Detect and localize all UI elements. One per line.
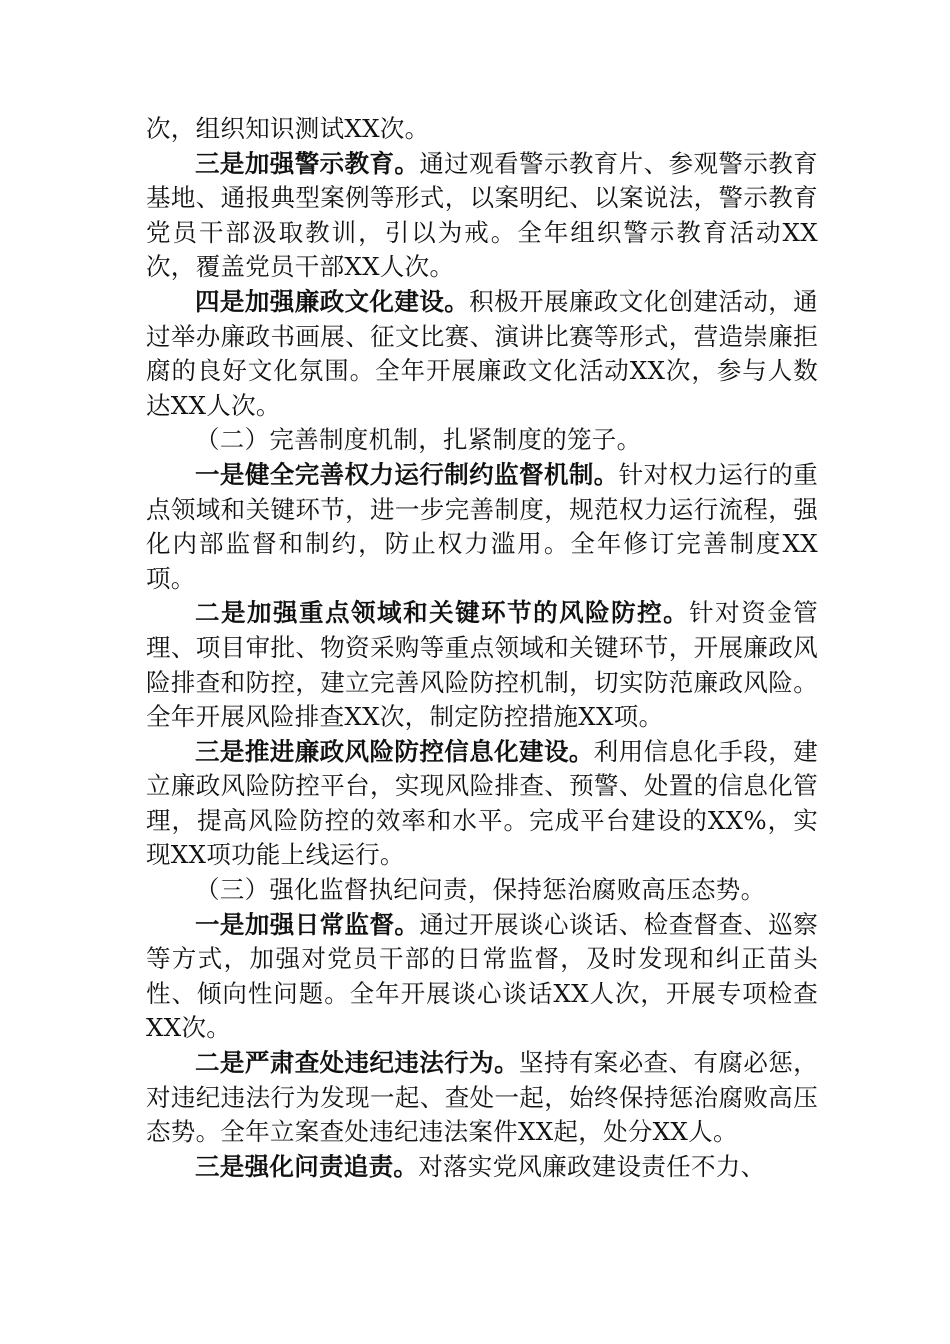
paragraph-lead: 一是加强日常监督。	[195, 909, 420, 939]
section-heading-3	[146, 873, 818, 908]
paragraph-investigation	[146, 1046, 818, 1150]
paragraph-lead: 三是加强警示教育。	[195, 148, 420, 178]
paragraph-lead: 三是推进廉政风险防控信息化建设。	[195, 736, 594, 766]
paragraph-warning-education	[146, 147, 818, 285]
paragraph-text: 次，组织知识测试XX次。	[146, 114, 430, 143]
paragraph-lead: 三是强化问责追责。	[195, 1151, 419, 1181]
section-heading-text: （三）强化监督执纪问责，保持惩治腐败高压态势。	[195, 875, 766, 905]
paragraph-lead: 二是严肃查处违纪违法行为。	[195, 1048, 520, 1078]
paragraph-informatization	[146, 735, 818, 873]
paragraph-accountability	[146, 1150, 818, 1185]
paragraph-lead: 四是加强廉政文化建设。	[195, 286, 470, 316]
paragraph-power-supervision	[146, 458, 818, 596]
paragraph-lead: 一是健全完善权力运行制约监督机制。	[195, 459, 619, 489]
paragraph-text: 积极开展廉政文化创建活动，通过举办廉政书画展、征文比赛、演讲比赛等形式，营造崇廉拒腐的良好文化氛围。全年开展廉政文化活动XX次，参与人数达XX人次。	[146, 286, 818, 420]
paragraph-text: 对落实党风廉政建设责任不力、	[418, 1151, 766, 1181]
section-heading-2	[146, 423, 818, 458]
paragraph-lead: 二是加强重点领域和关键环节的风险防控。	[195, 598, 690, 628]
paragraph-continuation	[146, 112, 818, 147]
paragraph-text: 针对权力运行的重点领域和关键环节，进一步完善制度，规范权力运行流程，强化内部监督和制约，防止权力滥用。全年修订完善制度XX项。	[146, 459, 818, 593]
paragraph-text: 坚持有案必查、有腐必惩，对违纪违法行为发现一起、查处一起，始终保持惩治腐败高压态势。全年立案查处违纪违法案件XX起，处分XX人。	[146, 1048, 818, 1147]
paragraph-text: 通过开展谈心谈话、检查督查、巡察等方式，加强对党员干部的日常监督，及时发现和纠正苗头性、倾向性问题。全年开展谈心谈话XX人次，开展专项检查XX次。	[146, 909, 818, 1043]
paragraph-risk-control	[146, 596, 818, 734]
paragraph-text: 针对资金管理、项目审批、物资采购等重点领域和关键环节，开展廉政风险排查和防控，建立完善风险防控机制，切实防范廉政风险。全年开展风险排查XX次，制定防控措施XX项。	[146, 598, 819, 732]
document-body	[146, 112, 818, 1184]
paragraph-text: 通过观看警示教育片、参观警示教育基地、通报典型案例等形式，以案明纪、以案说法，警示教育党员干部汲取教训，引以为戒。全年组织警示教育活动XX次，覆盖党员干部XX人次。	[146, 148, 818, 282]
section-heading-text: （二）完善制度机制，扎紧制度的笼子。	[195, 425, 642, 455]
paragraph-daily-supervision	[146, 908, 818, 1046]
paragraph-integrity-culture	[146, 285, 818, 423]
paragraph-text: 利用信息化手段，建立廉政风险防控平台，实现风险排查、预警、处置的信息化管理，提高风险防控的效率和水平。完成平台建设的XX%，实现XX项功能上线运行。	[146, 736, 818, 870]
